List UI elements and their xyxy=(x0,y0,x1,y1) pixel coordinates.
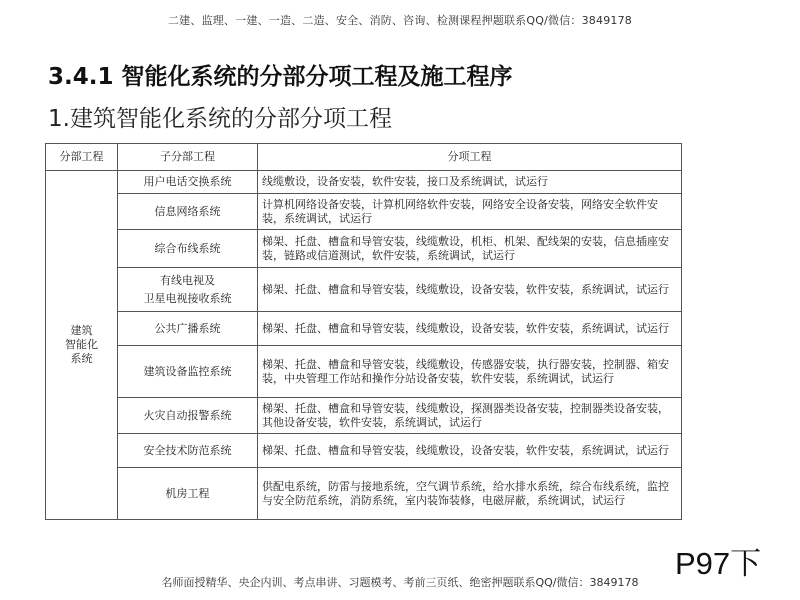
sub-division-cell: 公共广播系统 xyxy=(118,312,258,346)
table-row xyxy=(46,312,682,346)
sub-division-cell: 综合布线系统 xyxy=(118,230,258,268)
sub-division-cell: 信息网络系统 xyxy=(118,194,258,230)
sub-division-cell: 安全技术防范系统 xyxy=(118,434,258,468)
table-row xyxy=(46,171,682,194)
items-cell: 供配电系统，防雷与接地系统，空气调节系统，给水排水系统，综合布线系统，监控与安全防范系统，消防系统，室内装饰装修，电磁屏蔽，系统调试，试运行 xyxy=(258,468,682,520)
subdivision-table xyxy=(45,143,682,520)
subtitle: 1.建筑智能化系统的分部分项工程 xyxy=(48,106,392,132)
sub-division-cell: 有线电视及 卫星电视接收系统 xyxy=(118,268,258,312)
header-items: 分项工程 xyxy=(258,144,682,171)
section-title: 3.4.1 智能化系统的分部分项工程及施工程序 xyxy=(48,64,513,90)
table-row xyxy=(46,398,682,434)
items-cell: 梯架、托盘、槽盒和导管安装，线缆敷设，设备安装，软件安装，系统调试，试运行 xyxy=(258,268,682,312)
table-row xyxy=(46,434,682,468)
table-row xyxy=(46,468,682,520)
table-row xyxy=(46,230,682,268)
table-row xyxy=(46,346,682,398)
category-cell: 建筑 智能化 系统 xyxy=(46,171,118,520)
sub-division-cell: 火灾自动报警系统 xyxy=(118,398,258,434)
sub-division-cell: 用户电话交换系统 xyxy=(118,171,258,194)
items-cell: 梯架、托盘、槽盒和导管安装，线缆敷设，探测器类设备安装，控制器类设备安装，其他设备安装，软件安装，系统调试，试运行 xyxy=(258,398,682,434)
sub-division-cell: 建筑设备监控系统 xyxy=(118,346,258,398)
header-banner: 二建、监理、一建、一造、二造、安全、消防、咨询、检测课程押题联系QQ/微信：3849178 xyxy=(167,14,632,27)
footer-banner: 名师面授精华、央企内训、考点串讲、习题模考、考前三页纸、绝密押题联系QQ/微信：3849178 xyxy=(161,576,639,589)
items-cell: 线缆敷设，设备安装，软件安装，接口及系统调试，试运行 xyxy=(258,171,682,194)
header-sub-division: 子分部工程 xyxy=(118,144,258,171)
items-cell: 梯架、托盘、槽盒和导管安装，线缆敷设，设备安装，软件安装，系统调试，试运行 xyxy=(258,434,682,468)
page-reference: P97下 xyxy=(675,546,762,581)
sub-division-cell: 机房工程 xyxy=(118,468,258,520)
table-row xyxy=(46,194,682,230)
items-cell: 计算机网络设备安装，计算机网络软件安装，网络安全设备安装，网络安全软件安装，系统调试，试运行 xyxy=(258,194,682,230)
items-cell: 梯架、托盘、槽盒和导管安装，线缆敷设，机柜、机架、配线架的安装，信息插座安装，链路或信道测试，软件安装，系统调试，试运行 xyxy=(258,230,682,268)
header-division: 分部工程 xyxy=(46,144,118,171)
table-row xyxy=(46,268,682,312)
table-header-row xyxy=(46,144,682,171)
items-cell: 梯架、托盘、槽盒和导管安装，线缆敷设，传感器安装，执行器安装，控制器、箱安装，中央管理工作站和操作分站设备安装，软件安装，系统调试，试运行 xyxy=(258,346,682,398)
items-cell: 梯架、托盘、槽盒和导管安装，线缆敷设，设备安装，软件安装，系统调试，试运行 xyxy=(258,312,682,346)
